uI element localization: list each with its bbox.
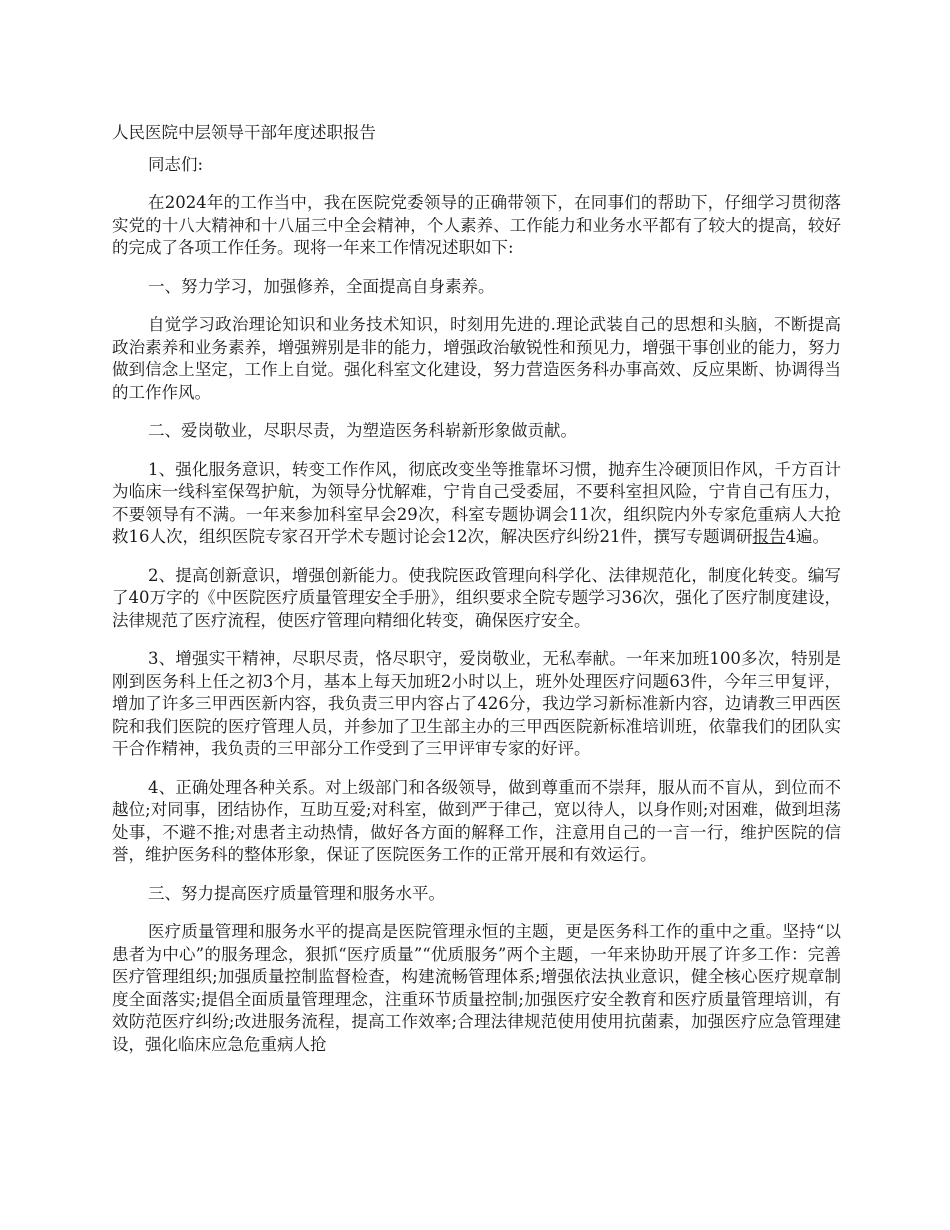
section-heading-1: 一、努力学习，加强修养，全面提高自身素养。 bbox=[148, 276, 495, 296]
paragraph-intro: 在2024年的工作当中，我在医院党委领导的正确带领下，在同事们的帮助下，仔细学习贯彻落实党的十八大精神和十八届三中全会精神，个人素养、工作能力和业务水平都有了较大的提高，较好的完成了各项工作任务。现将一年来工作情况述职如下: bbox=[112, 193, 841, 257]
paragraph-study: 自觉学习政治理论知识和业务技术知识，时刻用先进的.理论武装自己的思想和头脑，不断提高政治素养和业务素养，增强辨别是非的能力，增强政治敏锐性和预见力，增强干事创业的能力，努力做到信念上坚定，工作上自觉。强化科室文化建设，努力营造医务科办事高效、反应果断、协调得当的工作作风。 bbox=[112, 315, 841, 402]
paragraph-quality: 医疗质量管理和服务水平的提高是医院管理永恒的主题，更是医务科工作的重中之重。坚持“以患者为中心”的服务理念，狠抓“医疗质量”“优质服务”两个主题，一年来协助开展了许多工作：完善医疗管理组织;加强质量控制监督检查，构建流畅管理体系;增强依法执业意识，健全核心医疗规章制度全面落实;提倡全面质量管理理念，注重环节质量控制;加强医疗安全教育和医疗质量管理培训，有效防范医疗纠纷;改进服务流程，提高工作效率;合理法律规范使用使用抗菌素，加强医疗应急管理建设，强化临床应急危重病人抢 bbox=[112, 922, 841, 1054]
paragraph-item-2: 2、提高创新意识，增强创新能力。使我院医政管理向科学化、法律规范化，制度化转变。编写了40万字的《中医院医疗质量管理安全手册》，组织要求全院专题学习36次，强化了医疗制度建设，法律规范了医疗流程，使医疗管理向精细化转变，确保医疗安全。 bbox=[112, 565, 841, 630]
item-1-text: 1、强化服务意识，转变工作作风，彻底改变坐等推靠坏习惯，抛弃生冷硬顶旧作风，千方百计为临床一线科室保驾护航，为领导分忧解难，宁肯自己受委屈，不要科室担风险，宁肯自己有压力，不要领导有不满。一年来参加科室早会29次，科室专题协调会11次，组织院内外专家危重病人大抢救16人次，组织医院专家召开学术专题讨论会12次，解决医疗纠纷21件，撰写专题调研 bbox=[112, 459, 841, 546]
paragraph-item-4: 4、正确处理各种关系。对上级部门和各级领导，做到尊重而不崇拜，服从而不盲从，到位而不越位;对同事，团结协作，互助互爱;对科室，做到严于律己，宽以待人，以身作则;对困难，做到坦荡处事，不避不推;对患者主动热情，做好各方面的解释工作，注意用自己的一言一行，维护医院的信誉，维护医务科的整体形象，保证了医院医务工作的正常开展和有效运行。 bbox=[112, 777, 841, 864]
paragraph-item-3: 3、增强实干精神，尽职尽责，恪尽职守，爱岗敬业，无私奉献。一年来加班100多次，特别是刚到医务科上任之初3个月，基本上每天加班2小时以上，班外处理医疗问题63件，今年三甲复评，增加了许多三甲西医新内容，我负责三甲内容占了426分，我边学习新标准新内容，边请教三甲西医院和我们医院的医疗管理人员，并参加了卫生部主办的三甲西医院新标准培训班，依靠我们的团队实干合作精神，我负责的三甲部分工作受到了三甲评审专家的好评。 bbox=[112, 649, 841, 758]
section-heading-2: 二、爱岗敬业，尽职尽责，为塑造医务科崭新形象做贡献。 bbox=[148, 421, 577, 440]
document-body bbox=[112, 122, 841, 1072]
section-heading-3: 三、努力提高医疗质量管理和服务水平。 bbox=[148, 883, 445, 903]
paragraph-item-1 bbox=[112, 459, 841, 549]
report-link[interactable]: 报告 bbox=[752, 527, 786, 546]
item-1-tail: 4遍。 bbox=[785, 527, 829, 546]
salutation: 同志们: bbox=[148, 154, 204, 174]
document-title: 人民医院中层领导干部年度述职报告 bbox=[112, 123, 376, 142]
